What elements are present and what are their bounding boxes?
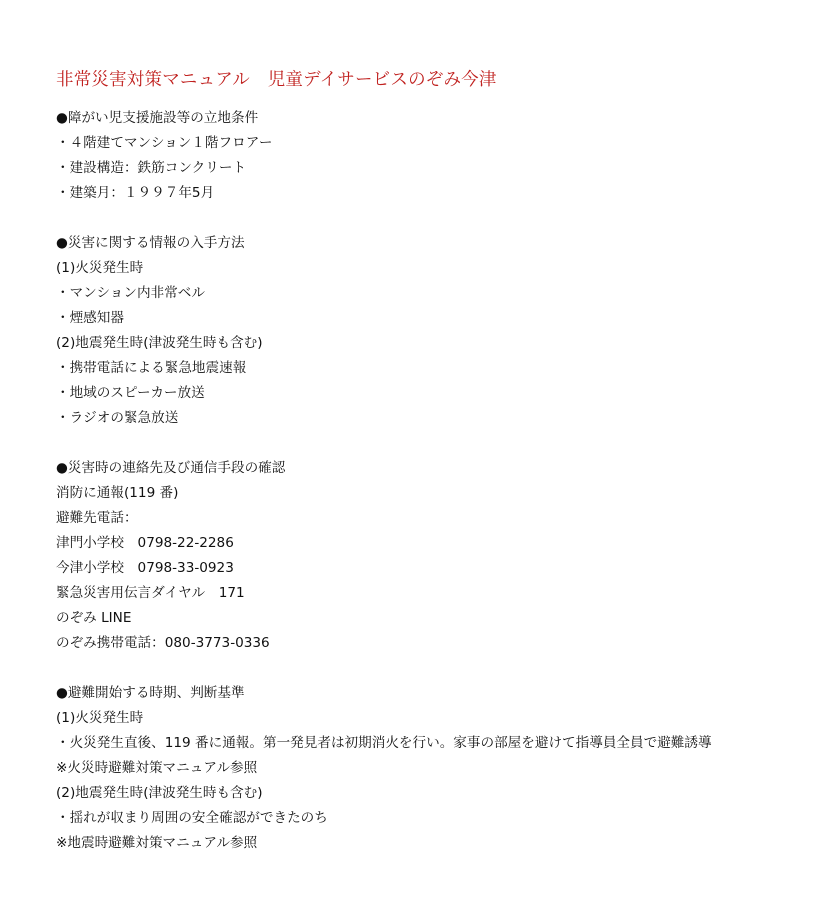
text-line: (1)火災発生時 [56,260,144,276]
text-line: (2)地震発生時(津波発生時も含む) [56,785,263,801]
document-title: 非常災害対策マニュアル 児童デイサービスのぞみ今津 [56,70,497,90]
text-line: ・揺れが収まり周囲の安全確認ができたのち [56,810,328,826]
text-line: ・火災発生直後、119 番に通報。第一発見者は初期消火を行い。家事の部屋を避けて指導員全員で避難誘導 [56,735,712,751]
blank-line [56,206,816,231]
text-line: 消防に通報(119 番) [56,485,179,501]
text-line: 今津小学校 0798-33-0923 [56,560,234,576]
text-line: 津門小学校 0798-22-2286 [56,535,234,551]
text-line: ●避難開始する時期、判断基準 [56,685,245,701]
text-line: ●障がい児支援施設等の立地条件 [56,110,259,126]
text-line: ・建設構造：鉄筋コンクリート [56,160,247,176]
text-line: のぞみ携帯電話：080-3773-0336 [56,635,270,651]
blank-line [56,431,816,456]
text-line: ●災害に関する情報の入手方法 [56,235,245,251]
text-line: ・４階建てマンション１階フロアー [56,135,273,151]
text-line: のぞみ LINE [56,610,132,626]
text-line: ※地震時避難対策マニュアル参照 [56,835,258,851]
text-line: ・地域のスピーカー放送 [56,385,205,401]
text-line: ・マンション内非常ベル [56,285,205,301]
text-line: ・ラジオの緊急放送 [56,410,179,426]
text-line: ・建築月：１９９７年5月 [56,185,215,201]
text-line: ・携帯電話による緊急地震速報 [56,360,247,376]
text-line: 避難先電話： [56,510,138,526]
text-line: ※火災時避難対策マニュアル参照 [56,760,258,776]
text-line: (2)地震発生時(津波発生時も含む) [56,335,263,351]
text-line: 緊急災害用伝言ダイヤル 171 [56,585,245,601]
blank-line [56,656,816,681]
text-line: ・煙感知器 [56,310,124,326]
document-body [56,106,816,856]
text-line: (1)火災発生時 [56,710,144,726]
text-line: ●災害時の連絡先及び通信手段の確認 [56,460,286,476]
